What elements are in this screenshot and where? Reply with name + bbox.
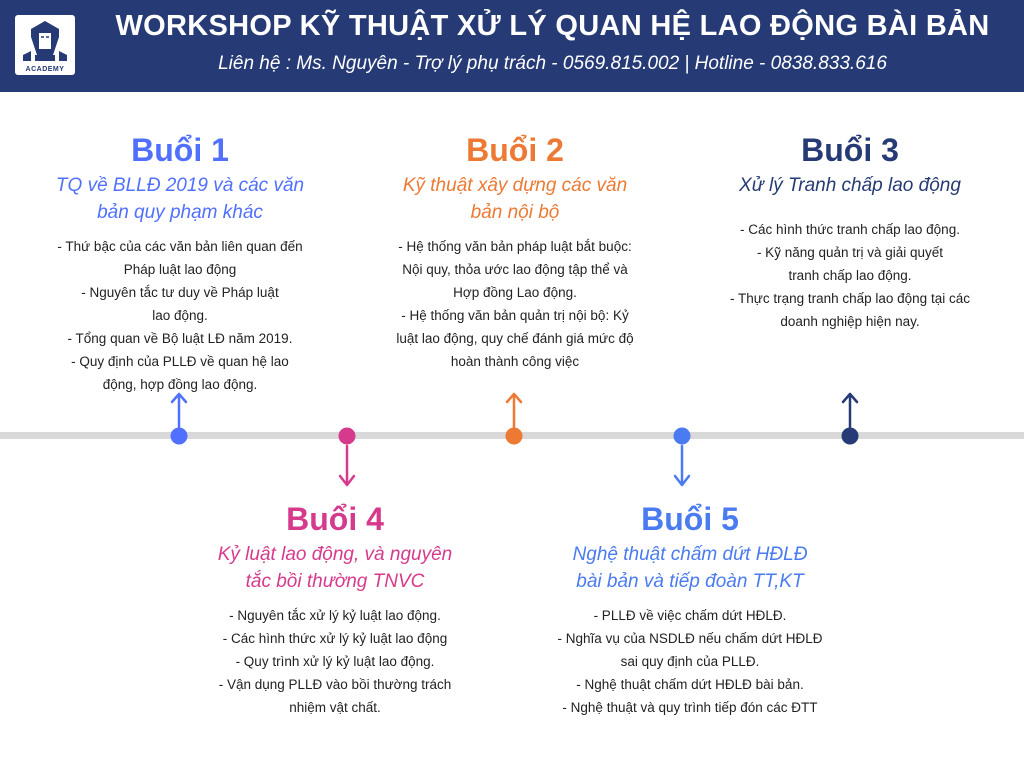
list-item: - Tổng quan về Bộ luật LĐ năm 2019. [67, 331, 293, 346]
list-item: doanh nghiệp hiện nay. [780, 314, 920, 329]
list-item: luật lao động, quy chế đánh giá mức độ [396, 331, 634, 346]
list-item: - Hệ thống văn bản pháp luật bắt buộc: [398, 239, 632, 254]
session-4-subtitle-line: Kỷ luật lao động, và nguyên [217, 544, 453, 565]
list-item: động, hợp đồng lao động. [102, 377, 258, 392]
session-1-title: Buổi 1 [131, 132, 229, 168]
session-1-subtitle-line: bản quy phạm khác [97, 202, 263, 223]
session-4 [165, 500, 505, 719]
list-item: Pháp luật lao động [123, 262, 237, 277]
session-5-subtitle-line: Nghệ thuật chấm dứt HĐLĐ [572, 544, 808, 565]
list-item: - Vận dụng PLLĐ vào bồi thường trách [218, 677, 452, 692]
list-item: lao động. [152, 308, 208, 323]
list-item: - Các hình thức xử lý kỷ luật lao động [222, 631, 448, 646]
session-4-marker [340, 446, 354, 485]
list-item: Nội quy, thỏa ước lao động tập thể và [402, 262, 628, 277]
session-4-dot [339, 428, 356, 445]
list-item: - Nghệ thuật và quy trình tiếp đón các ĐTT [562, 700, 818, 715]
list-item: Hợp đồng Lao động. [453, 285, 577, 300]
session-5-title: Buổi 5 [641, 501, 739, 537]
page-title: WORKSHOP KỸ THUẬT XỬ LÝ QUAN HỆ LAO ĐỘNG BÀI BẢN [115, 10, 990, 42]
list-item: - Thứ bậc của các văn bản liên quan đến [57, 239, 303, 254]
logo-text: ACADEMY [25, 66, 65, 73]
session-3-marker [843, 394, 857, 427]
session-3-dot [842, 428, 859, 445]
list-item: - Nghệ thuật chấm dứt HĐLĐ bài bản. [576, 677, 804, 692]
list-item: - Kỹ năng quản trị và giải quyết [756, 245, 944, 260]
session-5-dot [674, 428, 691, 445]
session-1-dot [171, 428, 188, 445]
list-item: - PLLĐ về việc chấm dứt HĐLĐ. [593, 608, 787, 623]
session-5-subtitle [520, 541, 860, 595]
list-item: - Quy trình xử lý kỷ luật lao động. [235, 654, 435, 669]
list-item: sai quy định của PLLĐ. [620, 654, 760, 669]
session-4-title: Buổi 4 [286, 501, 384, 537]
session-3-subtitle-line: Xử lý Tranh chấp lao động [739, 175, 961, 196]
list-item: - Nghĩa vụ của NSDLĐ nếu chấm dứt HĐLĐ [557, 631, 823, 646]
session-5-marker [675, 446, 689, 485]
session-2-subtitle-line: bản nội bộ [470, 202, 560, 223]
list-item: hoàn thành công việc [450, 354, 580, 369]
list-item: - Nguyên tắc tư duy về Pháp luật [81, 285, 279, 300]
list-item: - Hệ thống văn bản quản trị nội bộ: Kỷ [401, 308, 629, 323]
session-3-title: Buổi 3 [801, 132, 899, 168]
session-2-marker [507, 394, 521, 427]
list-item: - Nguyên tắc xử lý kỷ luật lao động. [229, 608, 441, 623]
list-item: - Thực trạng tranh chấp lao động tại các [730, 291, 970, 306]
list-item: tranh chấp lao động. [788, 268, 912, 283]
session-1-marker [172, 394, 186, 427]
session-2-subtitle-line: Kỹ thuật xây dựng các văn [402, 175, 628, 196]
contact-line: Liên hệ : Ms. Nguyên - Trợ lý phụ trách - 0569.815.002 | Hotline - 0838.833.616 [218, 53, 887, 74]
session-4-subtitle [165, 541, 505, 595]
session-4-subtitle-line: tắc bồi thường TNVC [245, 571, 425, 592]
session-2-dot [506, 428, 523, 445]
list-item: - Quy định của PLLĐ về quan hệ lao [71, 354, 289, 369]
session-4-list [165, 604, 505, 719]
list-item: - Các hình thức tranh chấp lao động. [740, 222, 960, 237]
session-5-subtitle-line: bài bản và tiếp đoàn TT,KT [576, 571, 804, 592]
session-5-list [520, 604, 860, 719]
session-5 [520, 500, 860, 719]
session-2-title: Buổi 2 [466, 132, 564, 168]
session-1-subtitle-line: TQ về BLLĐ 2019 và các văn [55, 175, 305, 196]
list-item: nhiệm vật chất. [289, 700, 381, 715]
